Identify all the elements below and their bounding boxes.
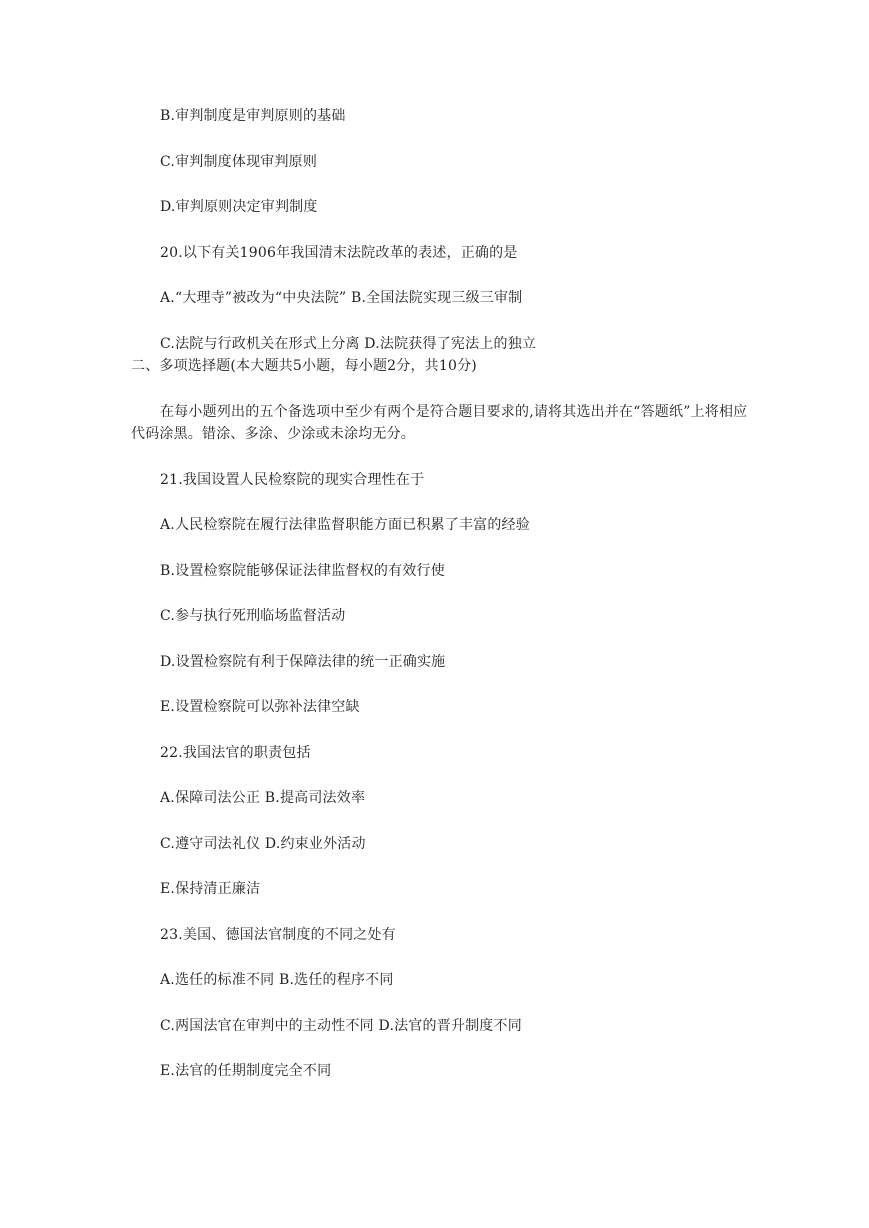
option-a-q21: A.人民检察院在履行法律监督职能方面已积累了丰富的经验	[160, 517, 530, 533]
question-22: 22.我国法官的职责包括	[160, 745, 311, 761]
option-e-q22: E.保持清正廉洁	[160, 881, 261, 897]
options-cd-q23: C.两国法官在审判中的主动性不同 D.法官的晋升制度不同	[160, 1018, 522, 1034]
options-ab-q20: A.“大理寺”被改为“中央法院” B.全国法院实现三级三审制	[160, 290, 523, 306]
section-heading-multiple-choice: 二、多项选择题(本大题共5小题，每小题2分，共10分)	[131, 358, 477, 374]
option-d-q19: D.审判原则决定审判制度	[160, 199, 318, 215]
question-23: 23.美国、德国法官制度的不同之处有	[160, 927, 396, 943]
options-ab-q23: A.选任的标准不同 B.选任的程序不同	[160, 972, 394, 988]
option-c-q19: C.审判制度体现审判原则	[160, 154, 318, 170]
options-cd-q22: C.遵守司法礼仪 D.约束业外活动	[160, 836, 366, 852]
options-cd-q20: C.法院与行政机关在形式上分离 D.法院获得了宪法上的独立	[160, 336, 537, 352]
instructions-paragraph	[131, 401, 751, 445]
option-b-q19: B.审判制度是审判原则的基础	[160, 108, 346, 124]
question-21: 21.我国设置人民检察院的现实合理性在于	[160, 472, 425, 488]
option-e-q21: E.设置检察院可以弥补法律空缺	[160, 699, 360, 715]
question-20: 20.以下有关1906年我国清末法院改革的表述，正确的是	[160, 245, 518, 261]
options-ab-q22: A.保障司法公正 B.提高司法效率	[160, 790, 366, 806]
option-c-q21: C.参与执行死刑临场监督活动	[160, 608, 346, 624]
option-e-q23: E.法官的任期制度完全不同	[160, 1063, 332, 1079]
instructions-text: 在每小题列出的五个备选项中至少有两个是符合题目要求的,请将其选出并在“答题纸”上将相应代码涂黑。错涂、多涂、少涂或未涂均无分。	[131, 404, 748, 442]
option-b-q21: B.设置检察院能够保证法律监督权的有效行使	[160, 563, 445, 579]
option-d-q21: D.设置检察院有利于保障法律的统一正确实施	[160, 654, 446, 670]
